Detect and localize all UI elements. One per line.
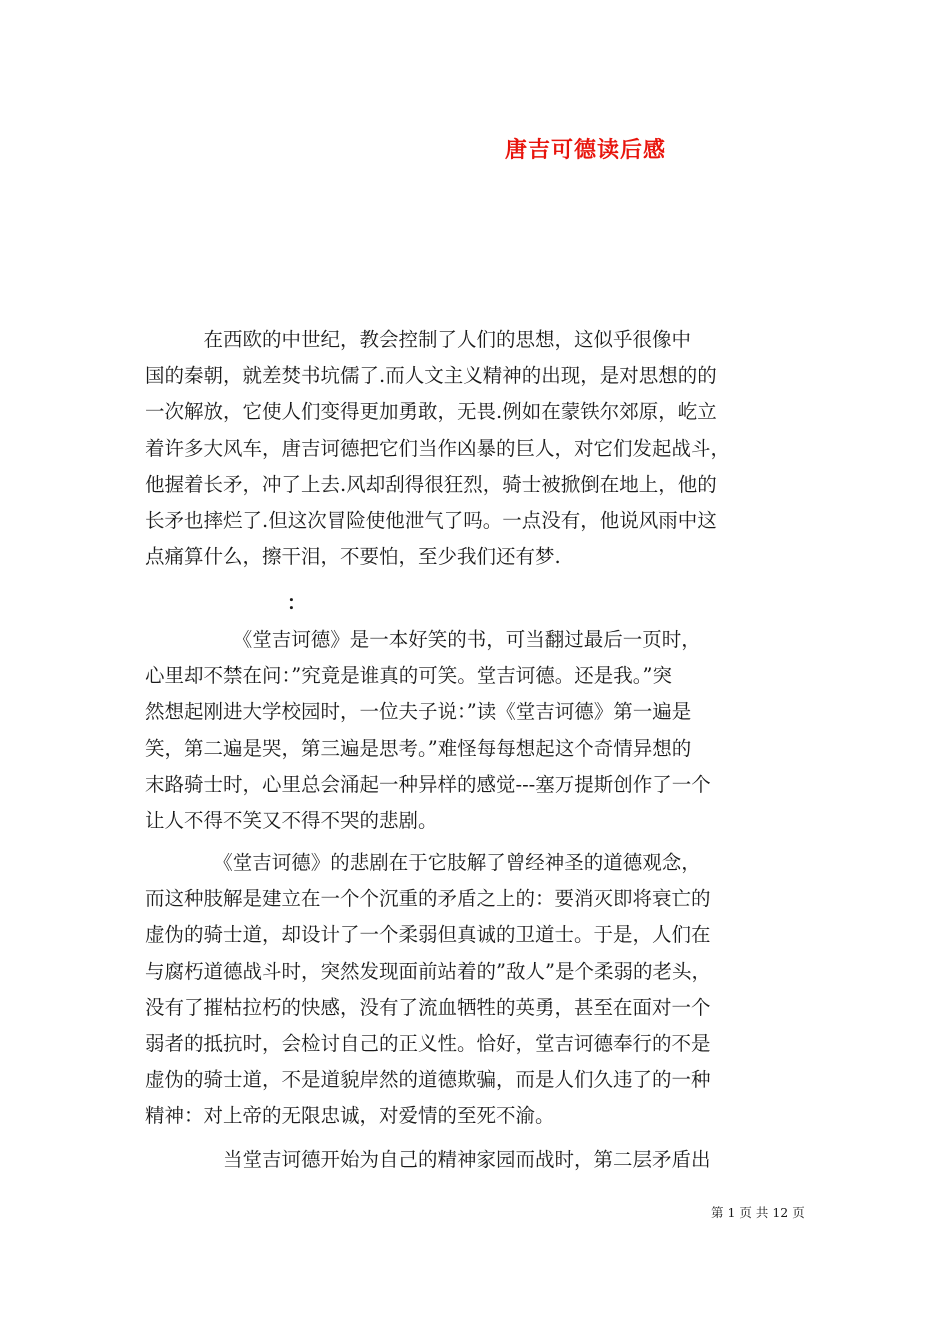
text-line: 笑，第二遍是哭，第三遍是思考。”难怪每每想起这个奇情异想的: [145, 736, 692, 760]
text-line: 国的秦朝，就差焚书坑儒了.而人文主义精神的出现，是对思想的的: [145, 364, 717, 388]
text-line: 弱者的抵抗时，会检讨自己的正义性。恰好，堂吉诃德奉行的不是: [145, 1032, 711, 1056]
text-line: 点痛算什么，擦干泪，不要怕，至少我们还有梦.: [145, 545, 561, 569]
paragraph-3: [145, 845, 810, 1135]
text-line: 心里却不禁在问：”究竟是谁真的可笑。堂吉诃德。还是我。”突: [145, 664, 672, 688]
text-line: 让人不得不笑又不得不哭的悲剧。: [145, 809, 438, 833]
text-line: 《堂吉诃德》是一本好笑的书，可当翻过最后一页时，: [145, 628, 701, 651]
text-line: 没有了摧枯拉朽的快感，没有了流血牺牲的英勇，甚至在面对一个: [145, 995, 711, 1019]
text-line: 着许多大风车，唐吉诃德把它们当作凶暴的巨人，对它们发起战斗，: [145, 436, 731, 460]
text-line: 当堂吉诃德开始为自己的精神家园而战时，第二层矛盾出: [145, 1148, 711, 1171]
text-line: 然想起刚进大学校园时，一位夫子说：”读《堂吉诃德》第一遍是: [145, 700, 692, 724]
text-line: 一次解放，它使人们变得更加勇敢，无畏.例如在蒙铁尔郊原，屹立: [145, 400, 717, 424]
colon-mark: ：: [287, 592, 307, 614]
paragraph-1: [145, 322, 810, 575]
text-line: 虚伪的骑士道，却设计了一个柔弱但真诚的卫道士。于是，人们在: [145, 923, 711, 947]
text-line: 虚伪的骑士道，不是道貌岸然的道德欺骗，而是人们久违了的一种: [145, 1068, 711, 1092]
paragraph-2: [145, 622, 810, 839]
text-line: 他握着长矛，冲了上去.风却刮得很狂烈，骑士被掀倒在地上，他的: [145, 472, 717, 496]
text-line: 与腐朽道德战斗时，突然发现面前站着的”敌人”是个柔弱的老头，: [145, 959, 711, 983]
text-line: 《堂吉诃德》的悲剧在于它肢解了曾经神圣的道德观念，: [145, 851, 701, 874]
text-line: 长矛也摔烂了.但这次冒险使他泄气了吗。一点没有，他说风雨中这: [145, 509, 717, 533]
text-line: 而这种肢解是建立在一个个沉重的矛盾之上的：要消灭即将衰亡的: [145, 887, 711, 911]
paragraph-4: [145, 1142, 810, 1178]
page-number-footer: 第 1 页 共 12 页: [711, 1205, 805, 1220]
document-title: 唐吉可德读后感: [505, 137, 667, 163]
text-line: 末路骑士时，心里总会涌起一种异样的感觉---塞万提斯创作了一个: [145, 772, 711, 796]
text-line: 精神：对上帝的无限忠诚，对爱情的至死不渝。: [145, 1104, 555, 1128]
text-line: 在西欧的中世纪，教会控制了人们的思想，这似乎很像中: [145, 328, 692, 351]
